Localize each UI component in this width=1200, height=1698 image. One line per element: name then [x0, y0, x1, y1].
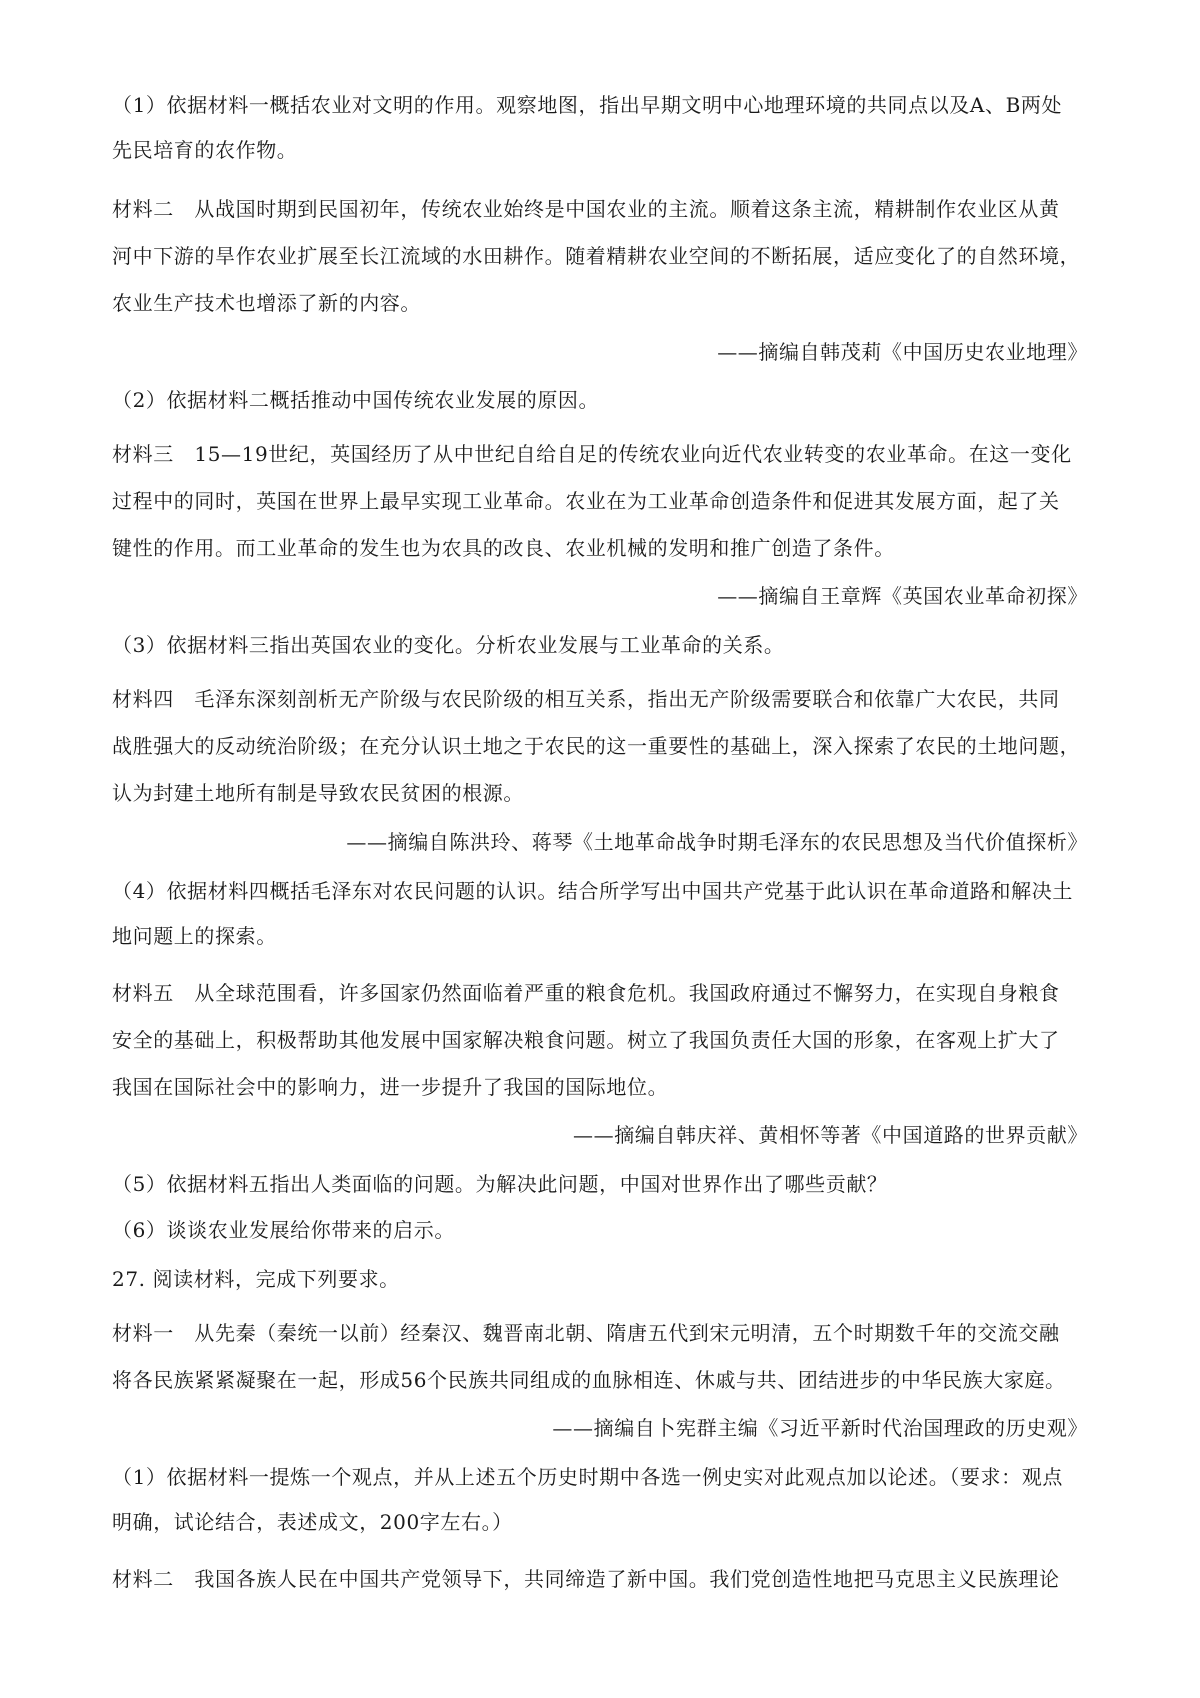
material-3-line-3: 键性的作用。而工业革命的发生也为农具的改良、农业机械的发明和推广创造了条件。 — [112, 536, 895, 560]
question-1-line-2: 先民培育的农作物。 — [112, 138, 298, 162]
material-2-line-3: 农业生产技术也增添了新的内容。 — [112, 291, 421, 315]
material-5-line-2: 安全的基础上，积极帮助其他发展中国家解决粮食问题。树立了我国负责任大国的形象，在客观上扩大了 — [112, 1028, 1060, 1052]
question-6: （6）谈谈农业发展给你带来的启示。 — [112, 1218, 455, 1242]
question-4-line-2: 地问题上的探索。 — [112, 924, 277, 948]
material-4-line-1: 材料四 毛泽东深刻剖析无产阶级与农民阶级的相互关系，指出无产阶级需要联合和依靠广大农民，共同 — [112, 687, 1060, 711]
question-4-line-1: （4）依据材料四概括毛泽东对农民问题的认识。结合所学写出中国共产党基于此认识在革命道路和解决土 — [112, 879, 1073, 903]
material-5-line-1: 材料五 从全球范围看，许多国家仍然面临着严重的粮食危机。我国政府通过不懈努力，在实现自身粮食 — [112, 981, 1060, 1005]
material-3-source: ——摘编自王章辉《英国农业革命初探》 — [717, 584, 1088, 608]
question-5: （5）依据材料五指出人类面临的问题。为解决此问题，中国对世界作出了哪些贡献？ — [112, 1172, 888, 1196]
material-5-source: ——摘编自韩庆祥、黄相怀等著《中国道路的世界贡献》 — [573, 1123, 1088, 1147]
q27-material-2-line-1: 材料二 我国各族人民在中国共产党领导下，共同缔造了新中国。我们党创造性地把马克思主义民族理论 — [112, 1567, 1060, 1591]
material-4-line-3: 认为封建土地所有制是导致农民贫困的根源。 — [112, 781, 524, 805]
material-4-source: ——摘编自陈洪玲、蒋琴《土地革命战争时期毛泽东的农民思想及当代价值探析》 — [346, 830, 1088, 854]
q27-material-1-line-1: 材料一 从先秦（秦统一以前）经秦汉、魏晋南北朝、隋唐五代到宋元明清，五个时期数千年的交流交融 — [112, 1321, 1060, 1345]
material-3-line-1: 材料三 15—19世纪，英国经历了从中世纪自给自足的传统农业向近代农业转变的农业革命。在这一变化 — [112, 442, 1072, 466]
material-2-line-2: 河中下游的旱作农业扩展至长江流域的水田耕作。随着精耕农业空间的不断拓展，适应变化了的自然环境， — [112, 244, 1081, 268]
q27-material-1-source: ——摘编自卜宪群主编《习近平新时代治国理政的历史观》 — [552, 1416, 1088, 1440]
material-5-line-3: 我国在国际社会中的影响力，进一步提升了我国的国际地位。 — [112, 1075, 669, 1099]
q27-question-1-line-1: （1）依据材料一提炼一个观点，并从上述五个历史时期中各选一例史实对此观点加以论述。（要求：观点 — [112, 1465, 1063, 1489]
question-27-heading: 27. 阅读材料，完成下列要求。 — [112, 1267, 400, 1291]
material-2-line-1: 材料二 从战国时期到民国初年，传统农业始终是中国农业的主流。顺着这条主流，精耕制作农业区从黄 — [112, 197, 1060, 221]
material-2-source: ——摘编自韩茂莉《中国历史农业地理》 — [717, 340, 1088, 364]
material-4-line-2: 战胜强大的反动统治阶级；在充分认识土地之于农民的这一重要性的基础上，深入探索了农民的土地问题， — [112, 734, 1081, 758]
question-1-line-1: （1）依据材料一概括农业对文明的作用。观察地图，指出早期文明中心地理环境的共同点以及A、B两处 — [112, 93, 1063, 117]
material-3-line-2: 过程中的同时，英国在世界上最早实现工业革命。农业在为工业革命创造条件和促进其发展方面，起了关 — [112, 489, 1060, 513]
q27-question-1-line-2: 明确，试论结合，表述成文，200字左右。） — [112, 1510, 513, 1534]
q27-material-1-line-2: 将各民族紧紧凝聚在一起，形成56个民族共同组成的血脉相连、休戚与共、团结进步的中华民族大家庭。 — [112, 1368, 1066, 1392]
question-3: （3）依据材料三指出英国农业的变化。分析农业发展与工业革命的关系。 — [112, 633, 785, 657]
question-2: （2）依据材料二概括推动中国传统农业发展的原因。 — [112, 388, 600, 412]
